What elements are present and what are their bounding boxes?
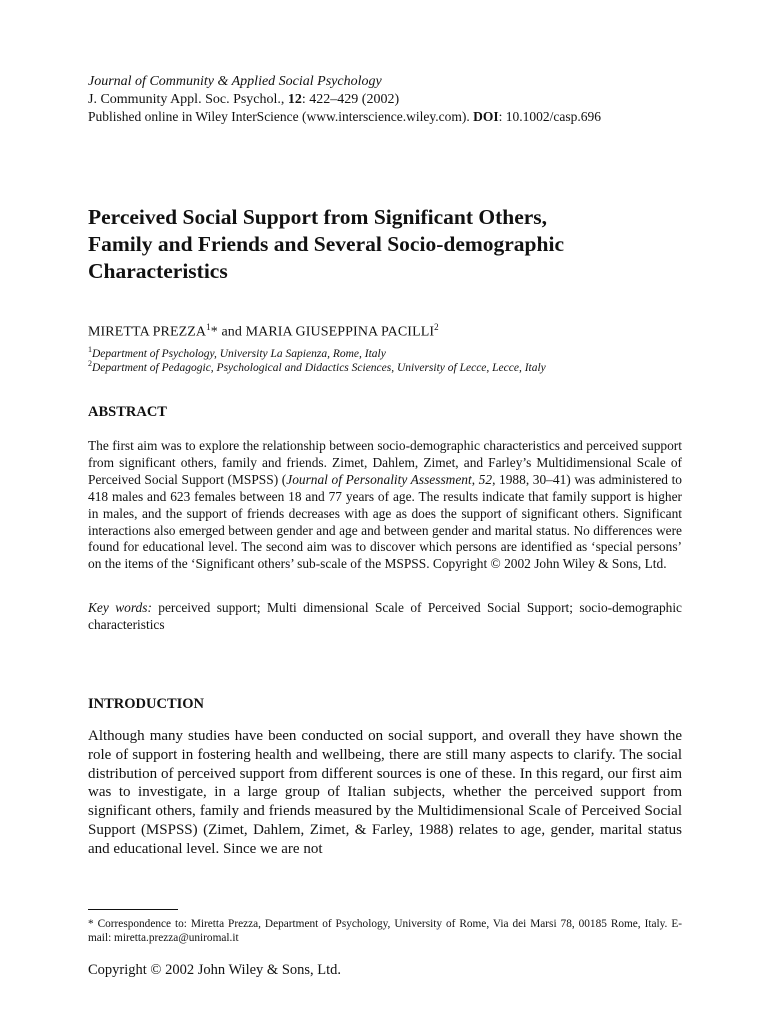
author-1-affiliation-mark: 1 <box>206 322 211 332</box>
copyright-notice: Copyright © 2002 John Wiley & Sons, Ltd. <box>88 962 342 978</box>
keywords-label: Key words: <box>88 600 152 615</box>
affiliation-2-text: Department of Pedagogic, Psychological and Didactics Sciences, University of Lecce, Lecce, Italy <box>92 361 546 374</box>
author-2: MARIA GIUSEPPINA PACILLI <box>245 324 435 340</box>
published-text: Published online in Wiley InterScience (www.interscience.wiley.com). <box>88 109 474 124</box>
published-line <box>88 108 680 126</box>
author-1: MIRETTA PREZZA <box>88 324 207 340</box>
article-title <box>88 204 698 285</box>
abstract-text-2: , 1988, 30–41) was administered to 418 males and 623 females between 18 and 77 years of age. The results indicate that family support is higher in males, and the support of friends decreases with age as does the support of significant others. Significant interactions also emerged between gender and age and between gender and marital status. No differences were found for educational level. The second aim was to discover which persons are identified as ‘special persons’ on the items of the ‘Significant others’ sub-scale of the MSPSS. Copyright © 2002 John Wiley & Sons, Ltd. <box>88 471 682 572</box>
abstract-comma: , <box>471 471 479 487</box>
abstract-text-1: The first aim was to explore the relationship between socio-demographic characteristics and perceived support from significant others, family and friends. Zimet, Dahlem, Zimet, and Farley’s Multidimensional Scale of Perceived Social Support (MSPSS) ( <box>88 438 682 487</box>
introduction-body: Although many studies have been conducted on social support, and overall they have shown the role of support in fostering health and wellbeing, there are still many aspects to clarify. The social distribution of perceived support from different sources is one of these. In this regard, our first aim was to investigate, in a large group of Italian subjects, whether the perceived support from significant others, family and friends measured by the Multidimensional Scale of Perceived Social Support (MSPSS) (Zimet, Dahlem, Zimet, & Farley, 1988) relates to age, gender, marital status and educational level. Since we are not <box>88 728 682 857</box>
abstract-heading: ABSTRACT <box>88 404 167 420</box>
citation-volume: 12 <box>287 92 302 107</box>
footnote-rule <box>88 909 178 910</box>
affiliation-1-mark: 1 <box>88 345 92 354</box>
doi-value: : 10.1002/casp.696 <box>498 109 601 124</box>
author-list <box>88 318 680 342</box>
abstract-volume: 52 <box>478 471 493 487</box>
abstract-journal-ref: Journal of Personality Assessment <box>286 471 472 487</box>
citation-suffix: : 422–429 (2002) <box>301 92 400 107</box>
abstract-body <box>88 438 682 573</box>
citation-line <box>88 91 680 109</box>
title-line-3: Characteristics <box>88 259 228 283</box>
affiliation-2 <box>88 356 680 376</box>
correspondence-footnote: * Correspondence to: Miretta Prezza, Department of Psychology, University of Rome, Via dei Marsi 78, 00185 Rome, Italy. E-mail: miretta.prezza@uniromal.it <box>88 918 682 944</box>
correspondence-mark: * <box>210 324 218 340</box>
author-2-affiliation-mark: 2 <box>434 322 439 332</box>
citation-prefix: J. Community Appl. Soc. Psychol., <box>88 92 288 107</box>
title-line-2: Family and Friends and Several Socio-demographic <box>88 232 564 256</box>
affiliation-2-mark: 2 <box>88 359 92 368</box>
journal-name: Journal of Community & Applied Social Psychology <box>88 74 382 89</box>
keywords <box>88 600 682 634</box>
doi-label: DOI <box>473 109 499 124</box>
title-line-1: Perceived Social Support from Significant Others, <box>88 205 548 229</box>
affiliation-1-text: Department of Psychology, University La Sapienza, Rome, Italy <box>92 347 386 360</box>
keywords-text: perceived support; Multi dimensional Scale of Perceived Social Support; socio-demographic characteristics <box>88 600 682 632</box>
introduction-heading: INTRODUCTION <box>88 696 205 712</box>
author-connector: and <box>217 324 246 340</box>
